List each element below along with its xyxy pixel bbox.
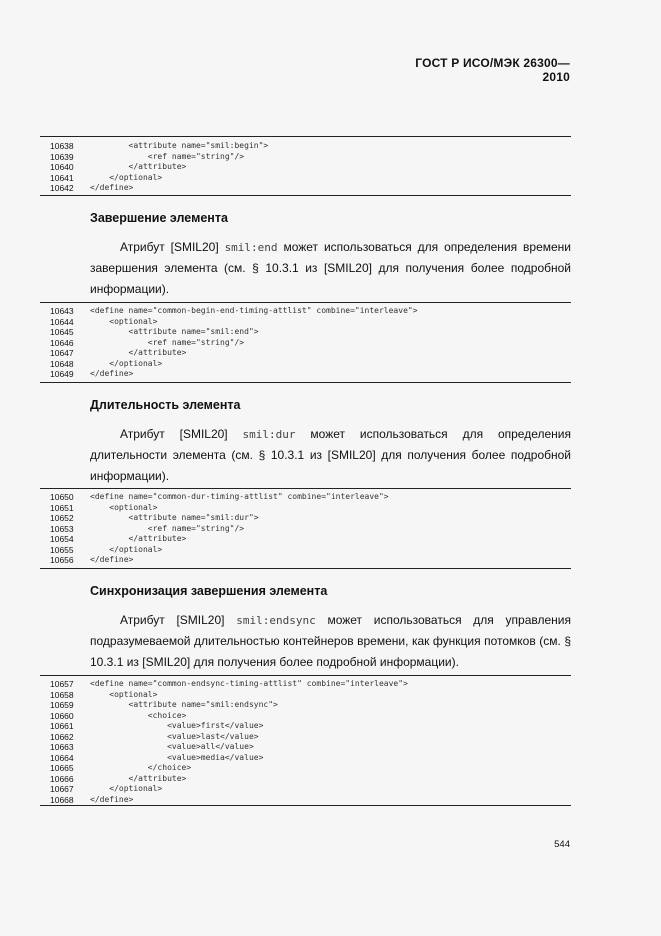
code-text: </optional>	[90, 544, 163, 554]
code-text: </attribute>	[90, 534, 187, 543]
line-number: 10650	[50, 492, 74, 502]
page-header: ГОСТ Р ИСО/МЭК 26300—2010	[415, 56, 570, 84]
code-text: <choice>	[90, 710, 187, 720]
code-text: </optional>	[90, 784, 163, 793]
section-heading: Синхронизация завершения элемента	[90, 584, 328, 598]
line-number: 10646	[50, 337, 74, 348]
line-number: 10665	[50, 763, 74, 773]
code-text: <attribute name="smil:dur">	[90, 513, 259, 522]
line-number: 10640	[50, 162, 74, 172]
line-number: 10657	[50, 679, 74, 689]
code-text: <value>media</value>	[90, 752, 264, 762]
line-number: 10645	[50, 327, 74, 337]
code-rule-bottom	[40, 195, 571, 196]
code-text: </attribute>	[90, 348, 187, 357]
line-number: 10639	[50, 151, 74, 162]
code-text: <attribute name="smil:begin">	[90, 141, 269, 150]
line-number: 10658	[50, 689, 74, 700]
code-text: </optional>	[90, 358, 163, 368]
code-text: </attribute>	[90, 162, 187, 171]
line-number: 10652	[50, 513, 74, 523]
line-number: 10668	[50, 794, 74, 805]
paragraph-text: Атрибут [SMIL20]	[120, 613, 237, 627]
line-number: 10661	[50, 721, 74, 731]
code-rule-top	[40, 136, 571, 137]
line-number: 10647	[50, 348, 74, 358]
code-text: </define>	[90, 369, 134, 378]
code-text: <attribute name="smil:endsync">	[90, 700, 278, 709]
paragraph-text: может использоваться для определения времени завершения элемента (см. § 10.3.1 из [SMIL20] для получения более подробной информации).	[90, 240, 571, 296]
paragraph-text: Атрибут [SMIL20]	[120, 240, 225, 254]
code-text: </optional>	[90, 172, 163, 182]
section-paragraph	[90, 610, 571, 673]
line-number: 10660	[50, 710, 74, 721]
code-text: </attribute>	[90, 773, 187, 783]
line-number: 10644	[50, 316, 74, 327]
code-rule-bottom	[40, 805, 571, 806]
line-number: 10642	[50, 183, 74, 193]
code-text: <attribute name="smil:end">	[90, 327, 259, 336]
line-number: 10664	[50, 752, 74, 763]
section-paragraph	[90, 424, 571, 487]
line-number: 10643	[50, 306, 74, 316]
code-text: <optional>	[90, 502, 158, 512]
line-number: 10663	[50, 742, 74, 752]
attribute-code: smil:dur	[242, 428, 296, 441]
code-text: <value>first</value>	[90, 721, 264, 730]
code-text: <value>all</value>	[90, 742, 254, 751]
paragraph-text: Атрибут [SMIL20]	[120, 427, 243, 441]
line-number: 10641	[50, 172, 74, 183]
line-number: 10666	[50, 773, 74, 784]
line-number: 10662	[50, 731, 74, 742]
paragraph-text: может использоваться для определения длительности элемента (см. § 10.3.1 из [SMIL20] для получения более подробной информации).	[90, 427, 571, 483]
code-text: <ref name="string"/>	[90, 523, 245, 533]
line-number: 10654	[50, 534, 74, 544]
code-text: </define>	[90, 555, 134, 564]
line-number: 10638	[50, 141, 74, 151]
code-text: </choice>	[90, 763, 192, 772]
code-text: <optional>	[90, 316, 158, 326]
attribute-code: smil:endsync	[236, 614, 316, 627]
line-number: 10653	[50, 523, 74, 534]
code-text: <define name="common-dur-timing-attlist" combine="interleave">	[90, 492, 389, 501]
code-rule-top	[40, 675, 571, 676]
attribute-code: smil:end	[224, 241, 278, 254]
paragraph-text: может использоваться для управления подразумеваемой длительностью контейнеров времени, как функция потомков (см. § 10.3.1 из [SMIL20] для получения более подробной информации).	[90, 613, 571, 669]
line-number: 10667	[50, 784, 74, 794]
section-paragraph	[90, 237, 571, 300]
code-text: <ref name="string"/>	[90, 337, 245, 347]
code-text: </define>	[90, 794, 134, 804]
section-heading: Завершение элемента	[90, 211, 228, 225]
line-number: 10651	[50, 502, 74, 513]
page-number: 544	[554, 839, 570, 850]
code-text: </define>	[90, 183, 134, 192]
line-number: 10648	[50, 358, 74, 369]
code-rule-bottom	[40, 382, 571, 383]
line-number: 10659	[50, 700, 74, 710]
code-text: <define name="common-endsync-timing-attlist" combine="interleave">	[90, 679, 408, 688]
line-number: 10655	[50, 544, 74, 555]
line-number: 10649	[50, 369, 74, 379]
code-text: <ref name="string"/>	[90, 151, 245, 161]
code-rule-top	[40, 488, 571, 489]
code-rule-top	[40, 302, 571, 303]
code-text: <define name="common-begin-end-timing-attlist" combine="interleave">	[90, 306, 418, 315]
line-number: 10656	[50, 555, 74, 565]
code-text: <optional>	[90, 689, 158, 699]
section-heading: Длительность элемента	[90, 398, 241, 412]
code-text: <value>last</value>	[90, 731, 259, 741]
code-rule-bottom	[40, 568, 571, 569]
